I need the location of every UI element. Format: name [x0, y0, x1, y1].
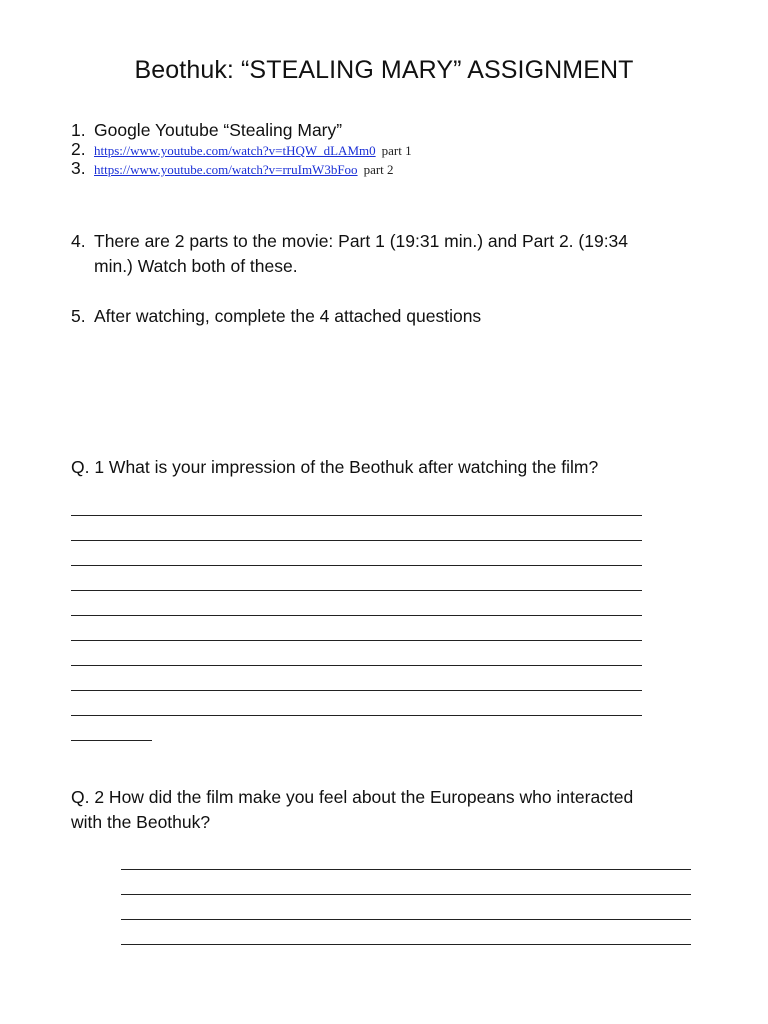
answer-line[interactable] — [121, 944, 691, 945]
step-number: 5. — [71, 306, 86, 326]
answer-line[interactable] — [71, 640, 642, 641]
step-text: Google Youtube “Stealing Mary” — [94, 120, 343, 140]
answer-line[interactable] — [71, 540, 642, 541]
step-number: 2. — [71, 139, 86, 159]
answer-line-short[interactable] — [71, 740, 152, 741]
step-3 — [71, 158, 394, 179]
question-2 — [71, 785, 691, 835]
answer-line[interactable] — [71, 615, 642, 616]
answer-line[interactable] — [71, 590, 642, 591]
part-label: part 2 — [363, 162, 394, 177]
answer-line[interactable] — [71, 665, 642, 666]
step-5 — [71, 304, 481, 328]
step-text-line-2: min.) Watch both of these. — [94, 256, 298, 276]
question-text-line-1: Q. 2 How did the film make you feel about the Europeans who interacted — [71, 787, 634, 807]
step-text: After watching, complete the 4 attached questions — [94, 306, 482, 326]
question-text-line-2: with the Beothuk? — [71, 812, 211, 832]
answer-line[interactable] — [71, 715, 642, 716]
question-1: Q. 1 What is your impression of the Beothuk after watching the film? — [71, 457, 599, 477]
step-2 — [71, 139, 412, 160]
step-number: 4. — [71, 231, 86, 251]
answer-line[interactable] — [121, 894, 691, 895]
youtube-link-part-2[interactable]: https://www.youtube.com/watch?v=rruImW3bFoo — [94, 162, 358, 177]
answer-line[interactable] — [71, 515, 642, 516]
page-title: Beothuk: “STEALING MARY” ASSIGNMENT — [134, 56, 634, 84]
answer-line[interactable] — [71, 690, 642, 691]
youtube-link-part-1[interactable]: https://www.youtube.com/watch?v=tHQW_dLAMm0 — [94, 143, 376, 158]
step-number: 1. — [71, 120, 86, 140]
step-number: 3. — [71, 158, 86, 178]
step-text-line-1: There are 2 parts to the movie: Part 1 (19:31 min.) and Part 2. (19:34 — [94, 231, 629, 251]
part-label: part 1 — [381, 143, 412, 158]
answer-line[interactable] — [71, 565, 642, 566]
step-4 — [71, 229, 671, 279]
answer-line[interactable] — [121, 869, 691, 870]
answer-line[interactable] — [121, 919, 691, 920]
